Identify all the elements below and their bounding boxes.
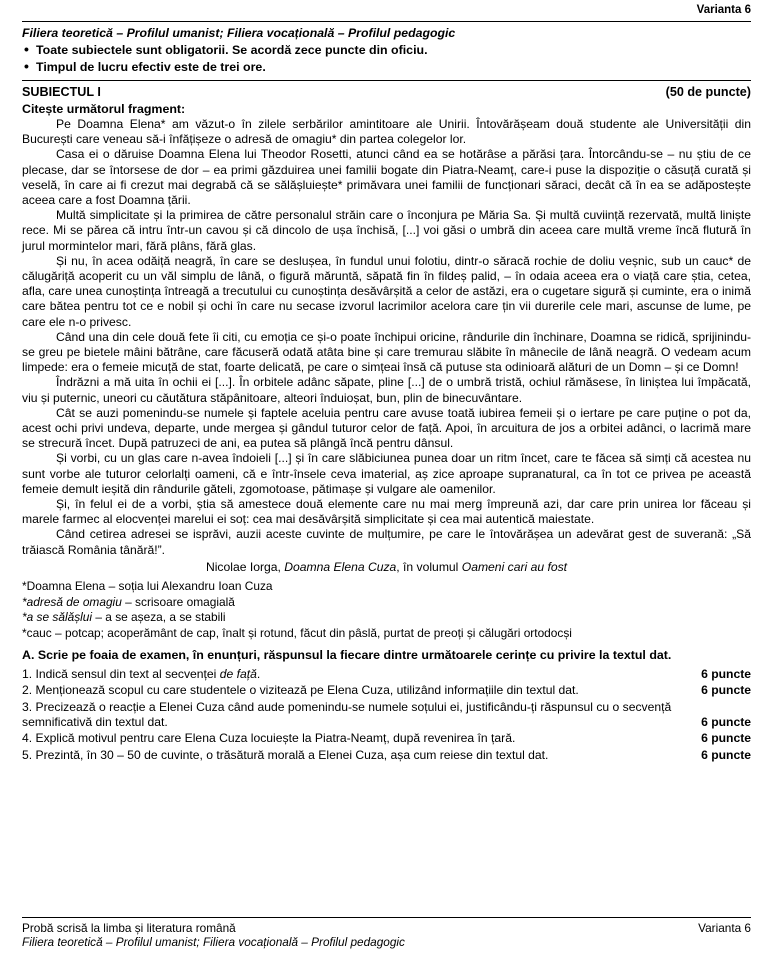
fragment-paragraph: Și nu, în acea odăiță neagră, în care se deslușea, în fundul unui folotiu, dintr-o săracă rochie de doliu veșnic, sub un cauc* de călugăriță acoperit cu un văl simplu de lână, o figură măruntă, săpată fin în fildeș palid, – în odaia aceea era o viață care știa, cetea, afla, care unea cunoștința întreagă a trecutului cu cunoștința desăvârșită a celor de astăzi, era o cugetare sigură și cuminte, era o inimă care bătea pentru tot ce e nobil și ochi în care nu secase izvorul lacrimilor acelora care țin vii durerile cele mari, ascunse de lume, pe care ele n-o privesc. (22, 253, 751, 329)
question-points: 6 puncte (701, 747, 751, 762)
questions-list (22, 667, 751, 763)
fragment-paragraph: Când cetirea adresei se isprăvi, auzii aceste cuvinte de mulțumire, pe care le întovărășea un adevărat gest de suverană: „Să trăiască România tânără!”. (22, 527, 751, 557)
fragment-prompt: Citește următorul fragment: (22, 102, 186, 116)
fragment-paragraph: Și vorbi, cu un glas care n-avea îndoieli [...] și în care slăbiciunea punea doar un ritm încet, care te făcea să simți că acestea nu sunt vorbe ale tuturor celorlalți oameni, că e într-însele ceva imaterial, aș zice aproape supranatural, ca în tot ce privea pe această femeie demult ieșită din rândurile găteli, zgomotoase, pătimașe și vulgare ale oamenilor. (22, 451, 751, 496)
question-text: Indică sensul din text al secvenței (35, 666, 220, 681)
instruction-item: • Toate subiectele sunt obligatorii. Se acordă zece puncte din oficiu. (22, 42, 751, 59)
attribution-middle: , în volumul (396, 559, 462, 574)
fragment-body (22, 117, 751, 558)
question-points: 6 puncte (701, 666, 751, 681)
footnote-text: – potcap; acoperământ de cap, înalt și rotund, făcut din pâslă, purtat de preoți și călugări ortodocși (51, 625, 572, 640)
question-item (22, 683, 751, 698)
section-a-instruction: A. Scrie pe foaia de examen, în enunțuri, răspunsul la fiecare dintre următoarele cerințe cu privire la textul dat. (22, 648, 672, 663)
question-text-post: . (256, 666, 261, 681)
subject-header (22, 85, 751, 99)
question-points: 6 puncte (701, 731, 751, 746)
footnote-text: – soția lui Alexandru Ioan Cuza (105, 579, 273, 594)
footnotes (22, 579, 751, 641)
subject-points: (50 de puncte) (665, 85, 751, 99)
fragment-paragraph: Și, în felul ei de a vorbi, știa să amestece două elemente care nu mai merg împreună azi, dar care prin unirea lor făceau și marele farmec al elocvenței marelui ei soț: cea mai desăvârșită simplicitate și cea mai autentică maiestate. (22, 497, 751, 527)
footer-variant: Varianta 6 (698, 921, 751, 935)
question-number: 5. (22, 747, 33, 762)
question-text: Menționează scopul cu care studentele o vizitează pe Elena Cuza, utilizând informațiile din textul dat. (35, 683, 579, 698)
divider-top (22, 21, 751, 22)
fragment-paragraph: Îndrăzni a mă uita în ochii ei [...]. În orbitele adânc săpate, pline [...] de o umbră tristă, ochiul rămăsese, în liniștea lui împăcată, viu și puternic, uneori cu căutătura stăpânitoare, alteori înduioșat, bun, plin de binecuvântare. (22, 375, 751, 405)
footer-row-secondary (22, 935, 751, 949)
page-footer (22, 917, 751, 949)
question-points: 6 puncte (701, 714, 751, 729)
footer-row-primary (22, 921, 751, 935)
attribution-author: Nicolae Iorga, (205, 559, 281, 574)
footnote-item (22, 595, 751, 610)
fragment-paragraph: Casa ei o dăruise Doamna Elena lui Theodor Rosetti, atunci când ea se hotărâse a părăsi țara. Întorcându-se – nu știu de ce plecase, dar se întorsese de dor – ea primi găzduirea unei familii bogate din Piatra-Neamț, care-i puse la dispoziție o căsuță curată și veselă, în care ai fi crezut mai degrabă că se sălășluiește* primăvara unei familii de funcționari săraci, decât că în ea se adăpostește aceea care a fost Doamna țării. (22, 147, 751, 208)
fragment-paragraph: Cât se auzi pomenindu-se numele și faptele aceluia pentru care avuse toată iubirea femeii și o iertare pe care puține o pot da, acest ochi privi undeva, departe, unde mergea și gândul tuturor celor de față. Apoi, în arcuitura de jos a orbitei adânci, o lacrimă mare se strecură încet. După patruzeci de ani, ea putea să plângă încă pentru dânsul. (22, 405, 751, 451)
fragment-attribution (22, 560, 751, 576)
question-item (22, 748, 751, 763)
fragment-paragraph: Când una din cele două fete îi citi, cu emoția ce și-o poate închipui oricine, rândurile din închinare, Doamna se ridică, sprijinindu-se greu pe bietele mâini bătrâne, care făcuseră odată atâta bine și care tremurau slăbite în mânecile de lână neagră. O vedeam acum limpede: era o femeie micuță de stat, foarte delicată, pe care o simțeai însă că putuse sta odinioară alături de un Domn – și ce Domn! (22, 329, 751, 375)
question-item (22, 667, 751, 682)
fragment-paragraph: Multă simplicitate și la primirea de către personalul străin care o înconjura pe Măria Sa. Și multă cuviință rezervată, multă liniște rece. Mi se părea că intru într-un cavou și că dincolo de ușa închisă, [...] voi găsi o umbră din aceea care multă vreme încă flutură în jurul mormintelor mari, fără plâns, fără glas. (22, 208, 751, 253)
question-text: Precizează o reacție a Elenei Cuza când aude pomenindu-se numele soțului ei, justificându-ți răspunsul cu o secvență semnificativă din textul dat. (22, 699, 672, 729)
attribution-work: Doamna Elena Cuza (284, 559, 397, 574)
question-points: 6 puncte (701, 683, 751, 698)
variant-label-top: Varianta 6 (696, 4, 751, 16)
footnote-item (22, 579, 751, 594)
divider-footer (22, 917, 751, 918)
question-number: 3. (22, 699, 33, 714)
instruction-item: • Timpul de lucru efectiv este de trei ore. (22, 59, 751, 76)
fragment-paragraph: Pe Doamna Elena* am văzut-o în zilele serbărilor amintitoare ale Unirii. Întovărășeam două studente ale Universității din București care veneau să-i înfățișeze o adresă de omagiu* din partea colegelor lor. (22, 117, 751, 147)
footnote-item (22, 626, 751, 641)
footnote-text: – scrisoare omagială (121, 594, 235, 609)
filiera-heading: Filiera teoretică – Profilul umanist; Filiera vocațională – Profilul pedagogic (22, 26, 456, 40)
divider-subject (22, 80, 751, 81)
footer-exam-title: Probă scrisă la limba și literatura română (22, 921, 236, 935)
question-text: Explică motivul pentru care Elena Cuza locuiește la Piatra-Neamț, după revenirea în țară. (35, 731, 516, 746)
footnote-item (22, 610, 751, 625)
subject-label: SUBIECTUL I (22, 85, 101, 99)
instructions-list (22, 42, 751, 76)
footnote-term: *adresă de omagiu (22, 594, 122, 609)
footnote-term: *a se sălășlui (22, 610, 93, 625)
question-item (22, 731, 751, 746)
question-number: 4. (22, 731, 33, 746)
footnote-text: – a se așeza, a se stabili (92, 610, 226, 625)
question-text-italic: de față (219, 666, 257, 681)
question-number: 1. (22, 666, 33, 681)
question-item (22, 700, 751, 731)
question-text: Prezintă, în 30 – 50 de cuvinte, o trăsătură morală a Elenei Cuza, așa cum reiese din textul dat. (35, 747, 549, 762)
attribution-volume: Oameni cari au fost (461, 559, 568, 574)
footer-filiera: Filiera teoretică – Profilul umanist; Filiera vocațională – Profilul pedagogic (22, 935, 405, 949)
footnote-term: *cauc (22, 625, 52, 640)
question-number: 2. (22, 683, 33, 698)
footnote-term: *Doamna Elena (22, 579, 106, 594)
